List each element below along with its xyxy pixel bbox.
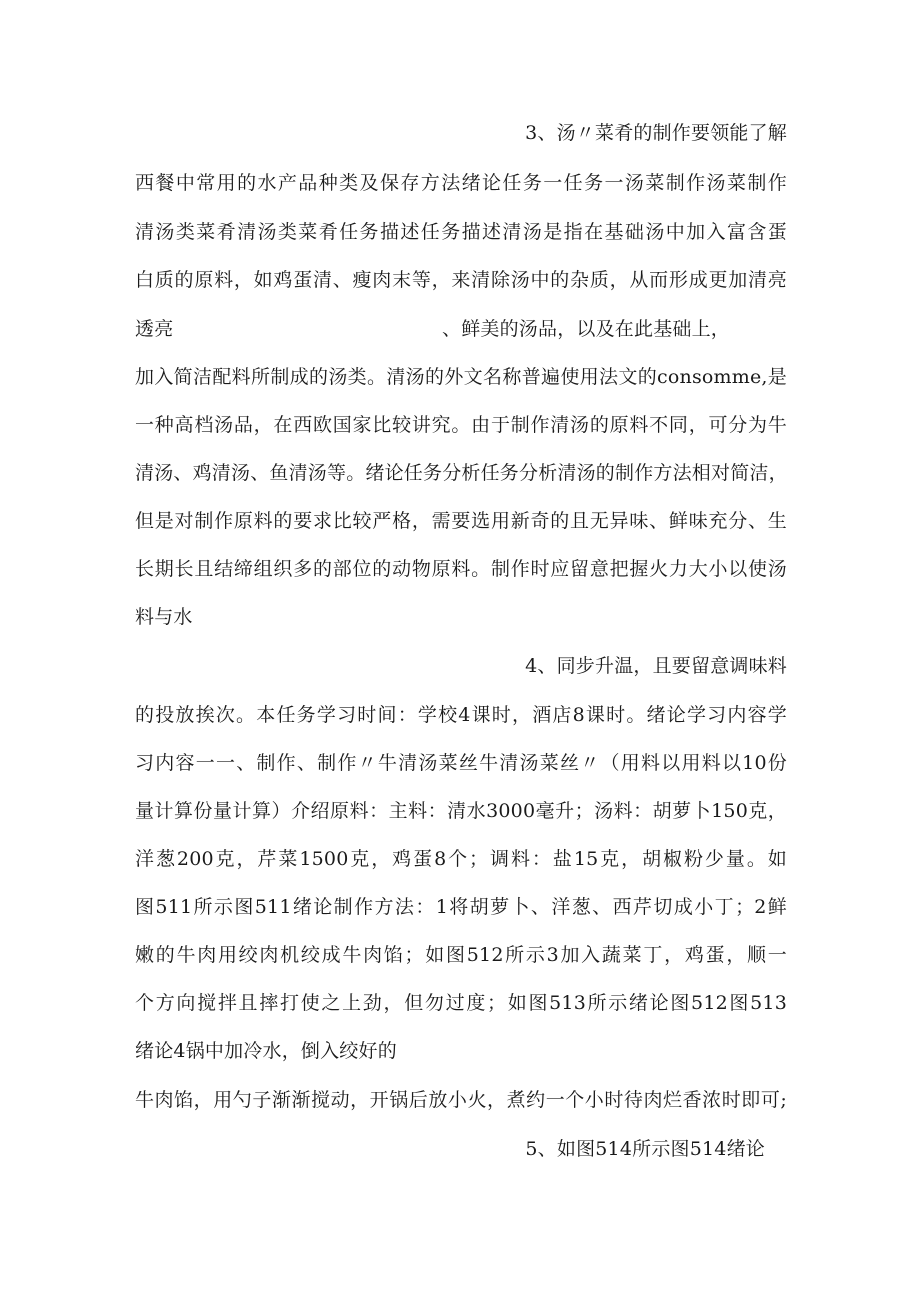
text-line-2: 西餐中常用的水产品种类及保存方法绪论任务一任务一汤菜制作汤菜制作 xyxy=(135,172,787,194)
text-line-8: 清汤、鸡清汤、鱼清汤等。绪论任务分析任务分析清汤的制作方法相对简洁， xyxy=(135,462,788,484)
text-line-4: 白质的原料，如鸡蛋清、瘦肉末等，来清除汤中的杂质，从而形成更加清亮 xyxy=(135,269,787,291)
text-line-3: 清汤类菜肴清汤类菜肴任务描述任务描述清汤是指在基础汤中加入富含蛋 xyxy=(135,221,787,243)
text-line-6: 加入简洁配料所制成的汤类。清汤的外文名称普遍使用法文的consomme,是 xyxy=(135,366,787,388)
text-line-9: 但是对制作原料的要求比较严格，需要选用新奇的且无异味、鲜味充分、生 xyxy=(135,510,787,532)
text-line-15: 量计算份量计算）介绍原料：主料：清水3000毫升；汤料：胡萝卜150克， xyxy=(135,800,787,822)
text-line-7: 一种高档汤品，在西欧国家比较讲究。由于制作清汤的原料不同，可分为牛 xyxy=(135,414,787,436)
text-line-12: 4、同步升温，且要留意调味料 xyxy=(525,655,787,677)
text-line-17: 图511所示图511绪论制作方法：1将胡萝卜、洋葱、西芹切成小丁；2鲜 xyxy=(135,896,787,918)
text-line-20: 绪论4锅中加冷水，倒入绞好的 xyxy=(135,1040,397,1062)
text-line-22: 5、如图514所示图514绪论 xyxy=(525,1138,765,1160)
text-line-14: 习内容一一、制作、制作〃牛清汤菜丝牛清汤菜丝〃（用料以用料以10份 xyxy=(135,752,787,774)
text-line-5-part-a: 透亮 xyxy=(135,318,174,340)
text-line-10: 长期长且结缔组织多的部位的动物原料。制作时应留意把握火力大小以使汤 xyxy=(135,558,787,580)
text-line-13: 的投放挨次。本任务学习时间：学校4课时，酒店8课时。绪论学习内容学 xyxy=(135,704,787,726)
text-line-1: 3、汤〃菜肴的制作要领能了解 xyxy=(525,122,787,144)
text-line-18: 嫩的牛肉用绞肉机绞成牛肉馅；如图512所示3加入蔬菜丁，鸡蛋，顺一 xyxy=(135,944,787,966)
text-line-16: 洋葱200克，芹菜1500克，鸡蛋8个；调料：盐15克，胡椒粉少量。如 xyxy=(135,848,787,870)
text-line-19: 个方向搅拌且摔打使之上劲，但勿过度；如图513所示绪论图512图513 xyxy=(135,992,787,1014)
text-line-11: 料与水 xyxy=(135,606,193,628)
text-line-5-part-b: 、鲜美的汤品，以及在此基础上， xyxy=(442,318,731,340)
text-line-21: 牛肉馅，用勺子渐渐搅动，开锅后放小火，煮约一个小时待肉烂香浓时即可; xyxy=(135,1089,787,1111)
text-line-5 xyxy=(135,317,787,341)
